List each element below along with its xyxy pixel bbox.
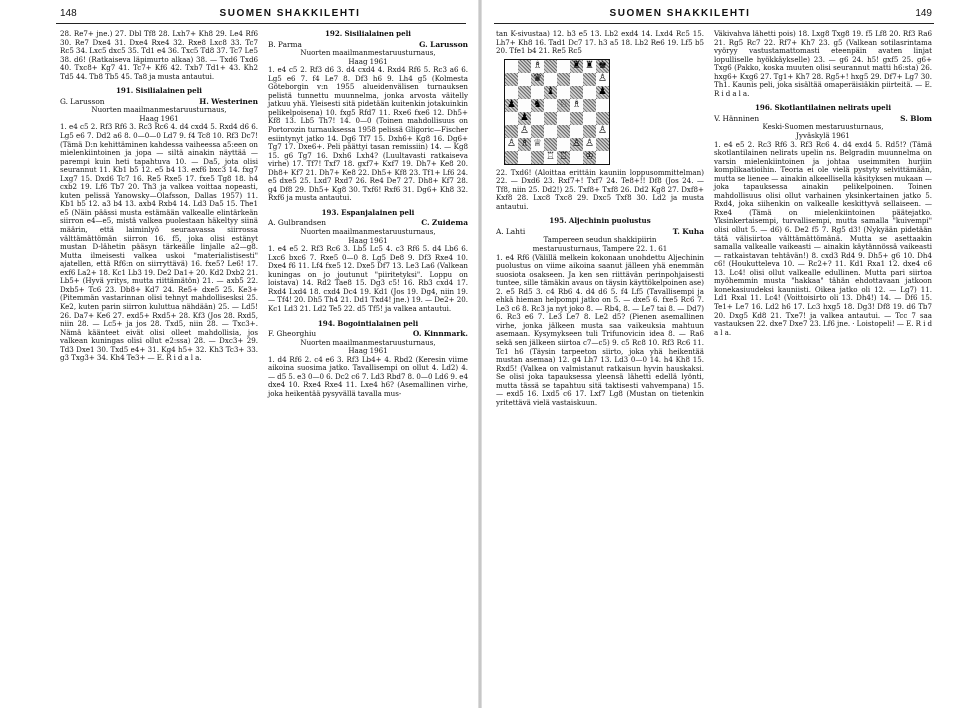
game-text: Väkivahva lähetti pois) 18. Lxg8 Txg8 19. f5 Lf8 20. Rf3 Ra6 21. Rg5 Rc7 22. Rf7+ Kh7 23. g5 (Valkean sotilasrintama vyöryy vastustamattomasti eteenpäin avaten linjat lopulliselle hyökkäykselle) 23. — g6 24. h5! gxf5 25. g6+ Txg6 (Pakko, koska muuten olisi seurannut matti h6:sta) 26. hxg6+ Kxg6 27. Tg1+ Kh7 28. Rg5+! hxg5 29. Df7+ Lg7 30. Th1. Kaunis peli, joka sisältää omaperäisiäkin piirteitä. — E. R i d a l a. <box>714 29 932 98</box>
board-square <box>557 73 570 86</box>
chess-piece-icon: ♕ <box>533 138 542 150</box>
board-square <box>544 138 557 151</box>
board-square <box>518 138 531 151</box>
chess-piece-icon: ♟ <box>520 112 529 124</box>
board-square <box>596 86 609 99</box>
tournament-line: Haag 1961 <box>139 113 179 123</box>
left-column-1 <box>60 30 258 363</box>
journal-title-left: SUOMEN SHAKKILEHTI <box>219 8 361 19</box>
board-square <box>570 138 583 151</box>
board-square <box>570 86 583 99</box>
black-player: C. Zuidema <box>421 218 468 228</box>
board-square <box>570 151 583 164</box>
chess-piece-icon: ♖ <box>546 151 555 163</box>
game-text: 1. e4 c5 2. Rf3 Rf6 3. Rc3 Rc6 4. d4 cxd4 5. Rxd4 d6 6. Lg5 e6 7. Dd2 a6 8. 0—0—0 Ld7 9. f4 Tc8 10. Rf3 Dc7! (Tämä D:n kehittäminen kahdessa vaiheessa a5:een on mielenkiintoinen ja jopa — siltä ainakin näyttää — parempi kuin heti tapahtuva 10. — Da5, jota olisi seurannut 11. Kb1 b5 12. e5 b4 13. exf6 bxc3 14. fxg7 Lxg7 15. Dxd6 Tc7 16. Re5 Rxe5 17. fxe5 Tg8 18. h4 cxb2 19. Lf6 Tb7 20. Th3 ja valkea voittaa nopeasti, kuten pelissä Yanowsky—Olafsson, Dallas 1957) 11. Kb1 b5 12. a3 b4 13. axb4 Rxb4 14. Ld3 Da5 15. The1 e5 (Näin päässi musta estämään valkealle elintärkeän siirron e4—e5, mistä valkea puolestaan häkeltyy siinä määrin, että laiminlyö seuraavassa siirrossa välttämättömän siirron 16. f5, joka olisi estänyt mustan D-lähetin pääsyn tärkeälle linjalle a2—g8. Mutta ilmeisesti valkea uskoi "materialistisesti" ajatellen, että Rf6:n on siirryttävä) 16. fxe5? Le6! 17. exf6 La2+ 18. Kc1 Lb3 19. De2 Da1+ 20. Kd2 Dxb2 21. Lb5+ (Hyvä yritys, mutta riittämätön) 21. — axb5 22. Dxb5+ Tc6 23. Db8+ Kd7 24. Re5+ dxe5 25. Ke3+ (Pitemmän vastarinnan olisi tehnyt mahdollisesksi 25. Ke2, kuten parin siirron kuluttua nähdään) 25. — Ld5! 26. Da7+ Ke6 27. exd5+ Rxd5+ 28. Kf3 (Jos 28. Rxd5, niin 28. — Lc5+ ja jos 28. Txd5, niin 28. — Txc3+. Nämä käänteet eivät olisi olleet mahdollisia, jos valkean kuningas olisi ollut e2:ssa) 28. — Dxc3+ 29. Td3 Dxe1 30. Txd5 e4+ 31. Kg4 h5+ 32. Kh3 Tc3+ 33. g3 Txg3+ 34. Kh4 Te3+ — E. R i d a l a. <box>60 122 258 363</box>
board-square <box>505 73 518 86</box>
game-text: 1. d4 Rf6 2. c4 e6 3. Rf3 Lb4+ 4. Rbd2 (Keresin viime aikoina suosima jatko. Tavallisempi on ollut 4. Ld2) 4. — d5 5. e3 0—0 6. Dc2 c6 7. Ld3 Rbd7 8. 0—0 Ld6 9. e4 dxe4 10. Rxe4 Rxe4 11. Lxe4 h6? (Asemallinen virhe, joka heikentää pysyvällä tavalla mus- <box>268 354 468 398</box>
chess-diagram <box>504 59 610 165</box>
board-square <box>596 138 609 151</box>
tournament-line: Nuorten maailmanmestaruusturnaus, <box>91 105 227 115</box>
board-square <box>518 99 531 112</box>
black-player: G. Larusson <box>419 39 468 49</box>
chess-piece-icon: ♜ <box>572 60 581 72</box>
tournament-line: Haag 1961 <box>348 346 388 356</box>
board-square <box>596 99 609 112</box>
tournament-line: Haag 1961 <box>348 56 388 66</box>
game-text: 22. Txd6! (Aloittaa erittäin kauniin loppusommittelman) 22. — Dxd6 23. Rxf7+! Txf7 24. Te8+!! Df8 (Jos 24. — Tf8, niin 25. Dd2!) 25. Txf8+ Txf8 26. Dd2 Kg8 27. Dxf8+ Kxf8 28. Lxc8 Txc8 29. Dxc5 Txf8 30. Ld2 ja musta antautui. <box>496 167 704 211</box>
right-header <box>480 8 960 24</box>
board-square <box>531 151 544 164</box>
board-square <box>557 60 570 73</box>
board-square <box>583 86 596 99</box>
board-square <box>596 73 609 86</box>
board-square <box>596 112 609 125</box>
game-text: tan K-sivustaa) 12. b3 e5 13. Lb2 exd4 14. Lxd4 Rc5 15. Lh7+ Kh8 16. Tad1 Dc7 17. h3 a5 18. Lb2 Re6 19. Lf5 b5 20. Tfe1 b4 21. Re5 Rc5 <box>496 29 704 56</box>
board-square <box>544 151 557 164</box>
board-square <box>557 86 570 99</box>
board-square <box>570 125 583 138</box>
board-square <box>583 73 596 86</box>
chess-piece-icon: ♟ <box>598 86 607 98</box>
white-player: F. Gheorghiu <box>268 329 317 339</box>
left-column-2 <box>268 30 468 398</box>
board-square <box>518 86 531 99</box>
board-square <box>531 73 544 86</box>
board-square <box>570 60 583 73</box>
board-square <box>570 112 583 125</box>
chess-piece-icon: ♙ <box>507 138 516 150</box>
board-square <box>531 86 544 99</box>
game-heading: 196. Skotlantilainen nelirats upeli <box>754 103 892 113</box>
board-square <box>531 112 544 125</box>
board-square <box>596 125 609 138</box>
chess-piece-icon: ♝ <box>546 86 555 98</box>
chess-piece-icon: ♙ <box>598 125 607 137</box>
board-square <box>544 60 557 73</box>
board-square <box>583 60 596 73</box>
board-square <box>596 151 609 164</box>
chess-piece-icon: ♙ <box>520 125 529 137</box>
tournament-line: Tampereen seudun shakkipiirin <box>543 235 657 245</box>
chess-piece-icon: ♙ <box>585 138 594 150</box>
journal-title-right: SUOMEN SHAKKILEHTI <box>609 8 751 19</box>
tournament-line: Nuorten maailmanmestaruusturnaus, <box>300 337 436 347</box>
board-square <box>544 112 557 125</box>
white-player: A. Gulbrandsen <box>268 218 326 228</box>
tournament-line: mestaruusturnaus, Tampere 22. 1. 61 <box>532 244 668 254</box>
black-player: T. Kuha <box>672 226 704 236</box>
board-square <box>505 99 518 112</box>
board-square <box>544 73 557 86</box>
chess-piece-icon: ♜ <box>585 60 594 72</box>
board-square <box>505 151 518 164</box>
page-number-left: 148 <box>60 8 77 19</box>
board-square <box>583 125 596 138</box>
game-heading: 194. Bogointialainen peli <box>317 318 419 328</box>
header-rule-right <box>494 23 934 24</box>
white-player: A. Lahti <box>496 226 526 236</box>
board-square <box>596 60 609 73</box>
board-square <box>583 151 596 164</box>
board-square <box>518 60 531 73</box>
game-heading: 193. Espanjalainen peli <box>321 207 415 217</box>
chess-piece-icon: ♘ <box>559 99 568 111</box>
page-number-right: 149 <box>915 8 932 19</box>
board-square <box>570 73 583 86</box>
tournament-line: Haag 1961 <box>348 235 388 245</box>
white-player: V. Hänninen <box>714 113 760 123</box>
board-square <box>544 99 557 112</box>
chess-piece-icon: ♞ <box>533 99 542 111</box>
board-square <box>557 125 570 138</box>
game-heading: 195. Aljechinin puolustus <box>549 216 651 226</box>
chess-piece-icon: ♛ <box>533 73 542 85</box>
right-page <box>480 0 960 708</box>
board-square <box>544 125 557 138</box>
game-text: 1. e4 Rf6 (Välillä melkein kokonaan unohdettu Aljechinin puolustus on viime aikoina saanut jälleen yhä enemmän suosiota osakseen. Ja ken sen riittävän perinpohjaisesti tuntee, sille tämäkin avaus on täysin käyttökelpoinen ase) 2. e5 Rd5 3. c4 Rb6 4. d4 d6 5. f4 Lf5 (Tavallisempi ja ehkä hieman helpompi jatko on 5. — dxe5 6. fxe5 Rc6 7. Le3 c6 8. Rc3 ja nyt joko 8. — Rb4, 8. — Le7 tai 8. — Dd7) 6. Rc3 e6 7. Le3 Le7 8. Le2 d5? (Pienen asemallinen virhe, jonka jälkeen musta saa vaikeuksia mahtuun asemaan. Kysymykseen tuli Trifunovicin idea 8. — Ra6 sekä sen jälkeen siirtoa c7—c5) 9. c5 Rc8 10. Rf3 Rc6 11. Tc1 h6 (Täysin tarpeeton siirto, joka yhä heikentää mustan asemaa) 12. g4 Lh7 13. Ld3 0—0 14. h4 Kh8 15. Rxd5! (Valkea on valmistanut ratkaisun hyvin hauskaksi. Se olisi joka tapauksessa yleensä lähetti edellä lyönti, mutta tässä se tapahtuu sitä taktisesti vahvempana) 15. — exd5 16. Lxd5 c6 17. Lxf7 Lg8 (Mustan on tietenkin yritettävä vielä vastaiskuun. <box>496 252 704 407</box>
board-square <box>583 138 596 151</box>
board-square <box>505 125 518 138</box>
chess-piece-icon: ♗ <box>520 138 529 150</box>
board-square <box>505 60 518 73</box>
board-square <box>505 112 518 125</box>
board-square <box>557 151 570 164</box>
board-square <box>505 138 518 151</box>
board-square <box>518 73 531 86</box>
chess-piece-icon: ♙ <box>572 138 581 150</box>
game-heading: 192. Sisilialainen peli <box>325 29 411 38</box>
board-square <box>531 99 544 112</box>
header-rule-left <box>56 23 466 24</box>
board-square <box>583 112 596 125</box>
chess-piece-icon: ♟ <box>507 99 516 111</box>
black-player: O. Kinnmark. <box>412 329 468 339</box>
game-text: 28. Re7+ jne.) 27. Dbl Tf8 28. Lxh7+ Kh8 29. Le4 Rf6 30. Re7 Dxe4 31. Dxe4 Rxe4 32. Rxe8 Lxc8 33. Tc7 Rc5 34. Lxc5 dxc5 35. Td1 e4 36. Txc5 Td8 37. Tc7 Le5 38. d6! (Ratkaiseva läpimurto alkaa) 38. — Txd6 Txd6 40. Txc8+ Kg7 41. Tc7+ Kf6 42. Txb7 Td1+ 43. Kh2 Td5 44. Tb8 Tb5 45. Ta8 ja musta antautui. <box>60 29 258 81</box>
black-player: S. Blom <box>900 113 932 123</box>
game-text: 1. e4 c5 2. Rf3 d6 3. d4 cxd4 4. Rxd4 Rf6 5. Rc3 a6 6. Lg5 e6 7. f4 Le7 8. Df3 h6 9. Lh4 g5 (Kolmesta Göteborgin v:n 1955 alueidenvälisen turnauksen pelistä tunnettu muunnelma, jonka arvosta väitelly jatkuu yhä. Yleisesti sitä pidetään kuitenkin jotakuinkin pelikelpoisena) 10. fxg5 Rfd7 11. Rxe6 fxe6 12. Dh5+ Kf8 13. Lb5 Th7! 14. 0—0 (Toinen mahdollisuus on Portorozin turnauksessa 1958 pelissä Gligoric—Fischer esiintynyt jatko 14. Dg6 Tf7 15. Dxh6+ Kg8 16. Dg6+ Tg7 17. Dxe6+. Peli päättyi tasan remissiin) 14. — Kg8 15. g6 Tg7 16. Dxh6 Lxh4? (Luultavasti ratkaiseva virhe) 17. Tf7! Txf7 18. gxf7+ Kxf7 19. Dh7+ Ke8 20. Dh8+ Kf7 21. Dh7+ Ke8 22. Dh5+ Kf8 23. Tf1+ Lf6 24. e5 dxe5 25. Lxd7 Rxd7 26. Re4 De7 27. Dh8+ Kf7 28. g4 Df8 29. Dh5+ Kg8 30. Txf6! Rxf6 31. Dg6+ Kh8 32. Rxf6 ja musta antautui. <box>268 65 468 203</box>
board-square <box>505 86 518 99</box>
chess-piece-icon: ♗ <box>572 99 581 111</box>
board-square <box>583 99 596 112</box>
tournament-line: Nuorten maailmanmestaruusturnaus, <box>300 227 436 237</box>
board-square <box>531 138 544 151</box>
board-square <box>557 138 570 151</box>
game-text: 1. e4 e5 2. Rf3 Rc6 3. Lb5 Lc5 4. c3 Rf6 5. d4 Lb6 6. Lxc6 bxc6 7. Rxe5 0—0 8. Lg5 De8 9. Df3 Rxe4 10. Dxe4 f6 11. Lf4 fxe5 12. Dxe5 Df7 13. Le3 La6 (Valkean kuningas on jo joutunut "piiritetyksi". Loppu on loistava) 14. Rd2 Tae8 15. Dg3 c5! 16. Rb3 cxd4 17. Rxd4 Lxd4 18. cxd4 Dc4 19. Kd1 (Jos 19. Dg4, niin 19. — Tf4! 20. Dh5 Th4 21. Dd1 Txd4! jne.) 19. — De2+ 20. Kc1 Ld3 21. Ld2 Te5 22. d5 Tf5! ja valkea antautui. <box>268 244 468 313</box>
chess-piece-icon: ♔ <box>585 151 594 163</box>
chess-piece-icon: ♙ <box>598 73 607 85</box>
board-square <box>570 99 583 112</box>
tournament-line: Nuorten maailmanmestaruusturnaus, <box>300 48 436 58</box>
chess-piece-icon: ♚ <box>598 60 607 72</box>
white-player: B. Parma <box>268 39 302 49</box>
white-player: G. Larusson <box>60 96 105 106</box>
left-header <box>0 8 480 24</box>
board-square <box>518 112 531 125</box>
board-square <box>544 86 557 99</box>
game-text: 1. e4 e5 2. Rc3 Rf6 3. Rf3 Rc6 4. d4 exd4 5. Rd5!? (Tämä skotlantilainen nelirats upelin ns. Belgradin muunnelma on varsin mielenkiintoinen ja johtaa useimmiten hurjiin komplikaatioihin. Teoria ei ole vielä pystyty selvittämään, mutta se lienee — ainakin alkeellisella käsityksen mukaan — joka tapauksessa ainakin pelikelpoinen. Toinen mahdollisuus olisi ollut varhainen yksinkertainen jatko 5. Rxd4, joka siihenkin on valkealle keskittyvä sellaiseen. — Rxe4 (Tämä on mielenkiintoinen päätejatko. Yksinkertaisempi, turvallisempi, mutta samalla "kuivempi" olisi ollut 5. — d6) 6. De2 f5 7. Rg5 d3! (Nykyään pidetään tätä välisiirtoa välttämättömänä. Mutta se asettaakin samalla valkealle vaikeasti — ainakin käytännössä vaikeasti — ratkaistavan tehtävän!) 8. cxd3 Rd4 9. Dh5+ g6 10. Dh4 c6! (Houkutteleva 10. — Rc2+? 11. Kd1 Rxa1 12. dxe4 c6 13. Lc4! olisi ollut valkealle edullinen. Mutta pari siirtoa myöhemmin musta "hakkaa" tähän ehdottavaan jatkoon konekasiuudeksi kauniisti. Oikea jatko oli 12. — Lg7) 11. Ld1 Rxal 11. Lc4! (Voittoisirto oli 13. Dh4!) 14. — Df6 15. Te1+ Le7 16. Ld2 h6 17. Lc3 hxg5 18. Dg3! Df8 19. d6 Tb7 20. Dxg5 Kd8 21. Txe7! ja valkea antautui. — Tcc 7 saa vastauksen 22. dxe7 Dxe7 23. Lf6 jne. · Loistopeli! — E. R i d a l a. <box>714 139 932 337</box>
board-square <box>531 60 544 73</box>
board-square <box>518 151 531 164</box>
chess-piece-icon: ♗ <box>533 60 542 72</box>
board-square <box>557 99 570 112</box>
board-square <box>531 125 544 138</box>
tournament-line: Jyväskylä 1961 <box>796 131 850 141</box>
game-heading: 191. Sisilialainen peli <box>116 86 202 96</box>
black-player: H. Westerinen <box>199 96 258 106</box>
chess-piece-icon: ♖ <box>559 151 568 163</box>
board-square <box>557 112 570 125</box>
right-column-1 <box>496 30 704 407</box>
right-column-2 <box>714 30 932 337</box>
tournament-line: Keski-Suomen mestaruusturnaus, <box>762 122 884 132</box>
board-square <box>518 125 531 138</box>
